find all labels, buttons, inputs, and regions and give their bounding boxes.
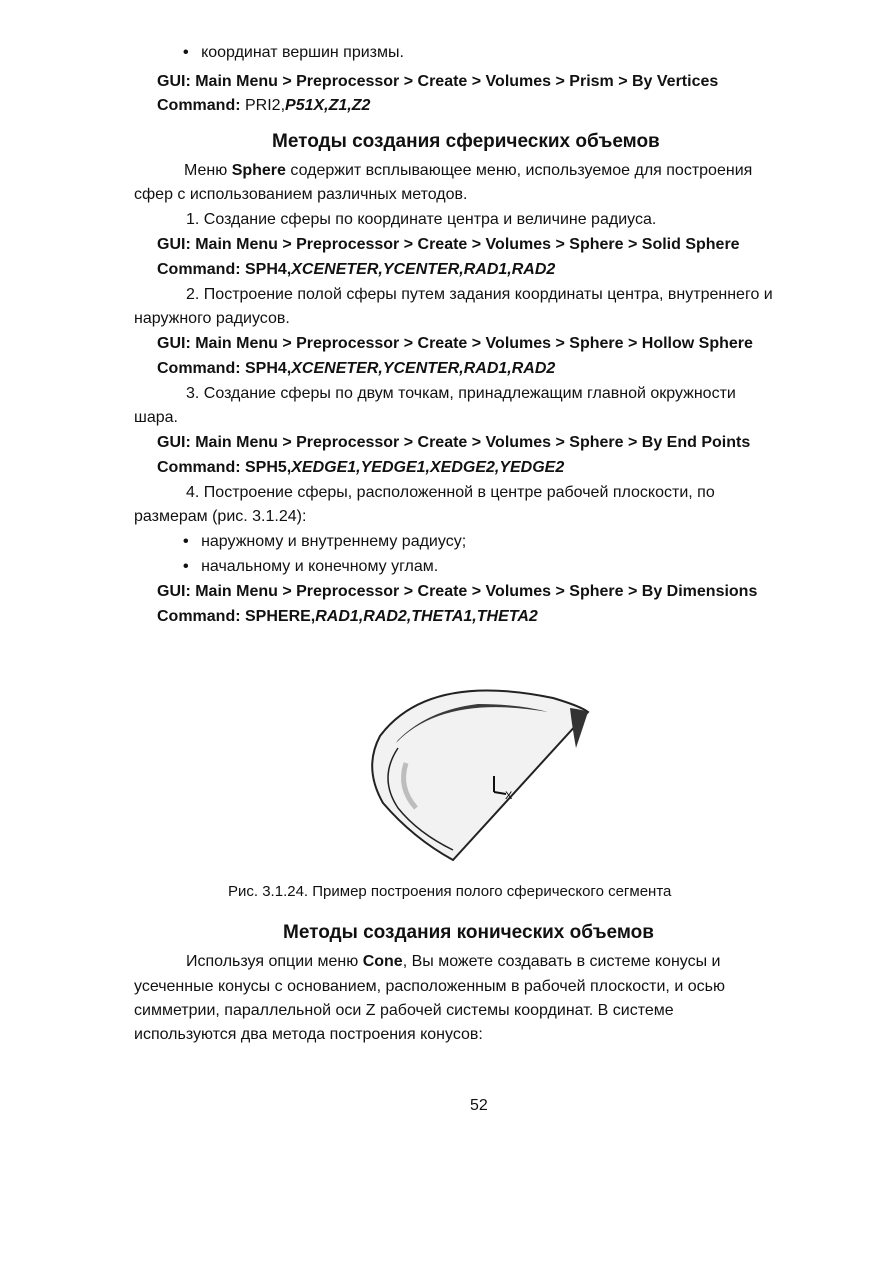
list-item: 1. Создание сферы по координате центра и величине радиуса. (186, 211, 657, 228)
command-args: XEDGE1,YEDGE1,XEDGE2,YEDGE2 (291, 459, 565, 476)
command-line (157, 359, 555, 379)
gui-path: GUI: Main Menu > Preprocessor > Create > Volumes > Prism > By Vertices (157, 73, 719, 90)
command-name: PRI2, (245, 97, 286, 114)
text-run: Меню (184, 162, 232, 179)
command-line (157, 260, 555, 280)
command-label: Command: (157, 459, 245, 476)
command-name: SPHERE, (245, 608, 316, 625)
command-args: RAD1,RAD2,THETA1,THETA2 (315, 608, 538, 625)
command-label: Command: (157, 608, 245, 625)
command-line (157, 458, 564, 478)
list-item: 4. Построение сферы, расположенной в центре рабочей плоскости, по (186, 484, 715, 501)
bullet-icon: • (183, 44, 189, 61)
command-name: SPH4, (245, 360, 292, 377)
command-line (157, 607, 538, 627)
gui-path: GUI: Main Menu > Preprocessor > Create > Volumes > Sphere > By Dimensions (157, 583, 758, 600)
bullet-line (183, 43, 404, 63)
paragraph-line (184, 161, 752, 181)
paragraph-line (186, 952, 720, 972)
gui-path: GUI: Main Menu > Preprocessor > Create > Volumes > Sphere > By End Points (157, 434, 751, 451)
gui-path: GUI: Main Menu > Preprocessor > Create > Volumes > Sphere > Hollow Sphere (157, 335, 753, 352)
command-args: XCENETER,YCENTER,RAD1,RAD2 (291, 261, 556, 278)
hollow-sphere-segment-figure (358, 668, 608, 868)
command-label: Command: (157, 97, 245, 114)
paragraph-line: симметрии, параллельной оси Z рабочей системы координат. В системе (134, 1002, 674, 1019)
bullet-icon: • (183, 533, 189, 550)
command-name: SPH5, (245, 459, 292, 476)
axis-label: X (505, 790, 513, 802)
text-run: Используя опции меню (186, 953, 363, 970)
paragraph-line: сфер с использованием различных методов. (134, 186, 468, 203)
segment-edge-shading (570, 708, 588, 748)
menu-name: Sphere (231, 162, 286, 179)
bullet-text: наружному и внутреннему радиусу; (201, 533, 467, 550)
command-args: P51X,Z1,Z2 (285, 97, 371, 114)
text-run: , Вы можете создавать в системе конусы и (402, 953, 721, 970)
section-heading: Методы создания конических объемов (283, 922, 654, 943)
list-item-continuation: размерам (рис. 3.1.24): (134, 508, 307, 525)
bullet-line (183, 532, 466, 552)
list-item: 3. Создание сферы по двум точкам, принадлежащим главной окружности (186, 385, 736, 402)
text-run: содержит всплывающее меню, используемое для построения (285, 162, 753, 179)
paragraph-line: используются два метода построения конусов: (134, 1026, 483, 1043)
section-heading: Методы создания сферических объемов (272, 131, 660, 152)
menu-name: Cone (362, 953, 403, 970)
list-item-continuation: наружного радиусов. (134, 310, 290, 327)
bullet-icon: • (183, 558, 189, 575)
paragraph-line: усеченные конусы с основанием, расположенным в рабочей плоскости, и осью (134, 978, 725, 995)
page-number: 52 (470, 1097, 488, 1114)
list-item-continuation: шара. (134, 409, 178, 426)
command-line (157, 96, 370, 116)
bullet-text: координат вершин призмы. (201, 44, 404, 61)
command-label: Command: (157, 360, 245, 377)
list-item: 2. Построение полой сферы путем задания координаты центра, внутреннего и (186, 286, 773, 303)
figure-caption: Рис. 3.1.24. Пример построения полого сферического сегмента (228, 883, 672, 900)
command-args: XCENETER,YCENTER,RAD1,RAD2 (291, 360, 556, 377)
command-label: Command: (157, 261, 245, 278)
gui-path: GUI: Main Menu > Preprocessor > Create > Volumes > Sphere > Solid Sphere (157, 236, 740, 253)
command-name: SPH4, (245, 261, 292, 278)
bullet-line (183, 557, 438, 577)
bullet-text: начальному и конечному углам. (201, 558, 439, 575)
